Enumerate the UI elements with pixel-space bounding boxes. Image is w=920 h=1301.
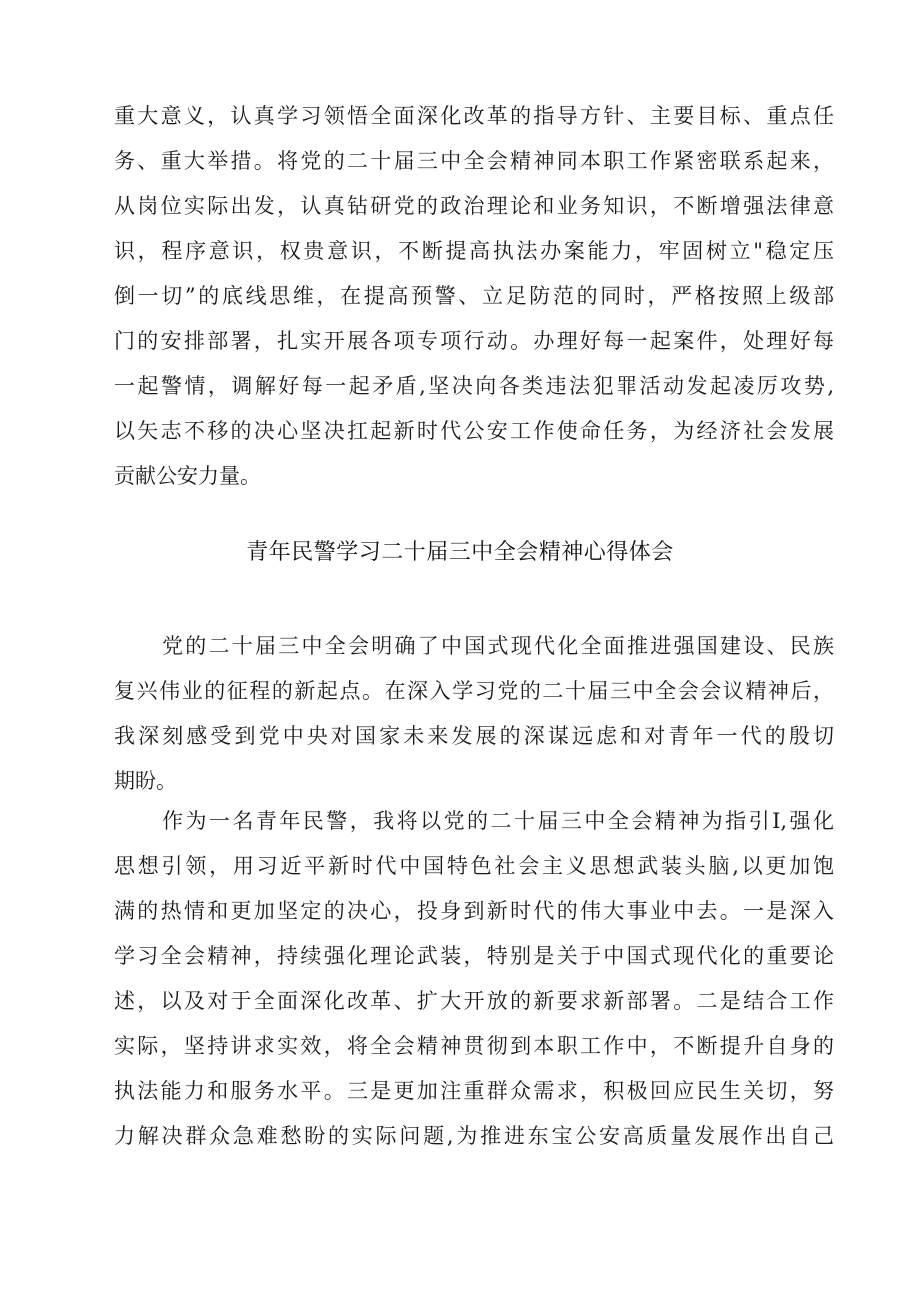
text-line: 倒一切”的底线思维，在提高预警、立足防范的同时，严格按照上级部 <box>114 284 834 308</box>
paragraph-1 <box>114 94 834 499</box>
text-line: 力解决群众急难愁盼的实际问题,为推进东宝公安高质量发展作出自己 <box>114 1124 834 1148</box>
section-title-wrap <box>0 531 920 575</box>
text-line: 学习全会精神，持续强化理论武装，特别是关于中国式现代化的重要论 <box>114 944 834 968</box>
text-line: 一起警情，调解好每一起矛盾,坚决向各类违法犯罪活动发起凌厉攻势, <box>114 374 834 398</box>
text-line: 以矢志不移的决心坚决扛起新时代公安工作使命任务，为经济社会发展 <box>114 419 834 443</box>
text-line: 务、重大举措。将党的二十届三中全会精神同本职工作紧密联系起来， <box>114 149 834 173</box>
text-line: 党的二十届三中全会明确了中国式现代化全面推进强国建设、民族 <box>162 634 834 658</box>
text-line: 作为一名青年民警，我将以党的二十届三中全会精神为指引I,强化 <box>162 809 834 833</box>
text-line: 重大意义，认真学习领悟全面深化改革的指导方针、主要目标、重点任 <box>114 104 834 128</box>
text-line: 识，程序意识，权贵意识，不断提高执法办案能力，牢固树立"稳定压 <box>114 239 834 263</box>
paragraph-3 <box>114 799 834 1159</box>
text-line: 复兴伟业的征程的新起点。在深入学习党的二十届三中全会会议精神后， <box>114 679 834 703</box>
text-line: 满的热情和更加坚定的决心，投身到新时代的伟大事业中去。一是深入 <box>114 899 834 923</box>
text-line: 从岗位实际出发，认真钻研党的政治理论和业务知识，不断增强法律意 <box>114 194 834 218</box>
text-line: 思想引领，用习近平新时代中国特色社会主义思想武装头脑,以更加饱 <box>114 854 834 878</box>
section-title: 青年民警学习二十届三中全会精神心得体会 <box>246 540 674 565</box>
text-line: 贡献公安力量。 <box>114 464 261 488</box>
text-line: 我深刻感受到党中央对国家未来发展的深谋远虑和对青年一代的殷切 <box>114 724 834 748</box>
text-line: 执法能力和服务水平。三是更加注重群众需求，积极回应民生关切，努 <box>114 1079 834 1103</box>
text-line: 门的安排部署，扎实开展各项专项行动。办理好每一起案件，处理好每 <box>114 329 834 353</box>
text-line: 期盼。 <box>114 769 177 793</box>
text-line: 述，以及对于全面深化改革、扩大开放的新要求新部署。二是结合工作 <box>114 989 834 1013</box>
paragraph-2 <box>114 624 834 804</box>
text-line: 实际，坚持讲求实效，将全会精神贯彻到本职工作中，不断提升自身的 <box>114 1034 834 1058</box>
